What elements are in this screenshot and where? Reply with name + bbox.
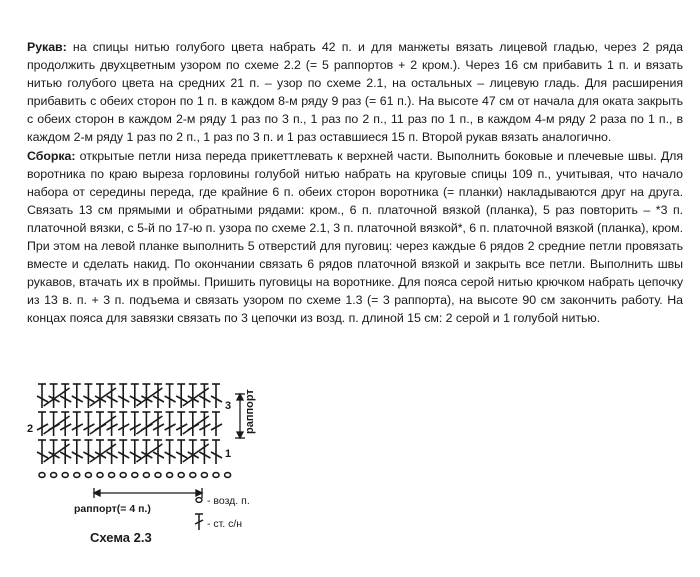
chain-stitch <box>201 473 207 478</box>
vertical-rapport-label: раппорт <box>244 389 256 434</box>
assembly-heading: Сборка: <box>27 148 76 163</box>
chain-stitch-icon <box>196 498 202 503</box>
chain-stitch <box>85 473 91 478</box>
chain-stitch <box>178 473 184 478</box>
chain-stitch <box>51 473 57 478</box>
double-crochet-icon <box>195 514 203 530</box>
row-number-3: 3 <box>225 400 232 412</box>
legend-dc-label: - ст. с/н <box>207 518 243 530</box>
chain-stitch <box>132 473 138 478</box>
diagram-symbols <box>37 384 231 477</box>
chain-stitch <box>39 473 45 478</box>
chain-stitch <box>97 473 103 478</box>
chain-stitch <box>74 473 80 478</box>
legend <box>195 495 250 530</box>
rapport-label: раппорт(= 4 п.) <box>74 503 151 515</box>
chain-stitch <box>225 473 231 478</box>
chain-stitch <box>155 473 161 478</box>
sleeve-text: на спицы нитью голубого цвета набрать 42 п. и для манжеты вязать лицевой гладью, через 2 ряда продолжить двухцветным узором по схеме 2.2 (= 5 раппортов + 2 кром.). Через 16 см прибавить 1 п. и вязать нитью голубого цвета на средних 21 п. – узор по схеме 2.1, на остальных – лицевую гладь. Для расширения прибавить с обеих сторон по 1 п. в каждом 8-м ряду 9 раз (= 61 п.). На высоте 47 см от начала для оката закрыть с обеих сторон в каждом 2-м ряду 1 раз по 3 п., 1 раз по 2 п., 11 раз по 1 п., в каждом 4-м ряду 2 раза по 1 п., в каждом 2-м ряду 1 раз по 2 п., 1 раз по 3 п. и 1 раз оставшиеся 15 п. Второй рукав вязать аналогично. <box>27 40 683 145</box>
chain-stitch <box>62 473 68 478</box>
assembly-text: открытые петли низа переда прикеттлевать к верхней части. Выполнить боковые и плечевые швы. Для воротника по краю выреза горловины голубой нитью набрать на круговые спицы 109 п., учитывая, что начало набора от середины переда, где крайние 6 п. обеих сторон воротника (= планки) накладываются друг на друга. Связать 13 см прямыми и обратными рядами: кром., 6 п. платочной вязкой (планка), 5 раз повторить – *3 п. платочной вязки, с 5-й по 17-ю п. узора по схеме 2.1, 3 п. платочной вязкой*, 6 п. платочной вязкой (планка), кром. При этом на левой планке выполнить 5 отверстий для пуговиц: через каждые 6 рядов 2 средние петли провязать вместе и сделать накид. По окончании связать 6 рядов платочной вязкой и закрыть все петли. Выполнить швы рукавов, втачать их в проймы. Пришить пуговицы на воротнике. Для пояса серой нитью крючком набрать цепочку из 13 в. п. + 3 п. подъема и связать узором по схеме 1.3 (= 3 раппорта), на высоте 90 см закончить работу. На концах пояса для завязки связать по 3 цепочки из возд. п. длиной 15 см: 2 серой и 1 голубой нитью. <box>27 148 683 326</box>
legend-chain-label: - возд. п. <box>207 495 250 507</box>
sleeve-paragraph <box>27 38 683 147</box>
chain-stitch <box>167 473 173 478</box>
chain-stitch <box>109 473 115 478</box>
row-number-1: 1 <box>225 448 232 460</box>
chain-stitch <box>143 473 149 478</box>
scheme-caption: Схема 2.3 <box>90 530 152 545</box>
instructions-text <box>27 38 683 328</box>
sleeve-heading: Рукав: <box>27 40 67 54</box>
chain-stitch <box>213 473 219 478</box>
crochet-diagram <box>0 380 700 577</box>
row-number-2: 2 <box>27 423 34 435</box>
chain-stitch <box>190 473 196 478</box>
horizontal-rapport-bracket <box>94 488 202 498</box>
chain-stitch <box>120 473 126 478</box>
assembly-paragraph <box>27 147 683 328</box>
